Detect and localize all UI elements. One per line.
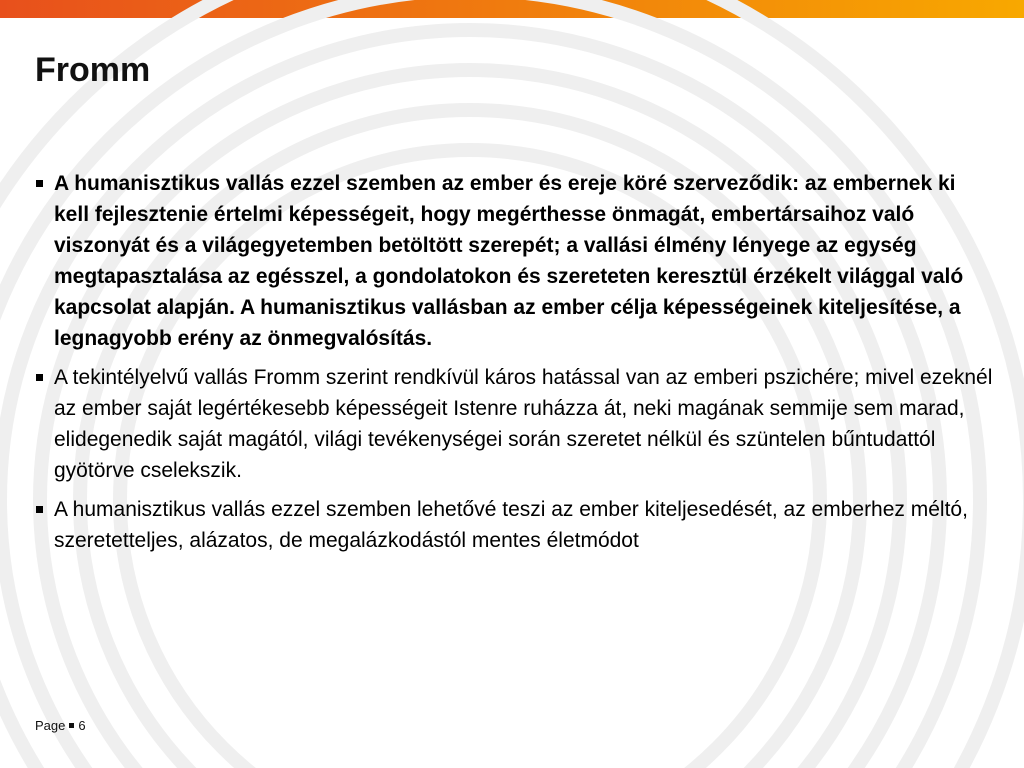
square-separator-icon xyxy=(69,723,74,728)
bullet-list xyxy=(34,168,994,564)
bullet-text: A tekintélyelvű vallás Fromm szerint rendkívül káros hatással van az emberi pszichére; mivel ezeknél az ember saját legértékesebb képességeit Istenre ruházza át, neki magának semmije sem marad, elidegenedik saját magától, világi tevékenységei során szeretet nélkül és szüntelen bűntudattól gyötörve cselekszik. xyxy=(54,366,993,482)
page-footer xyxy=(35,718,86,734)
bullet-item xyxy=(34,168,994,354)
bullet-item xyxy=(34,362,994,486)
bullet-text: A humanisztikus vallás ezzel szemben lehetővé teszi az ember kiteljesedését, az emberhez méltó, szeretetteljes, alázatos, de megalázkodástól mentes életmódot xyxy=(54,498,968,552)
bullet-text: A humanisztikus vallás ezzel szemben az ember és ereje köré szerveződik: az embernek ki kell fejlesztenie értelmi képességeit, hogy megérthesse önmagát, embertársaihoz való viszonyát és a világegyetemben betöltött szerepét; a vallási élmény lényege az egység megtapasztalása az egésszel, a gondolatokon és szereteten keresztül érzékelt világgal való kapcsolat alapján. A humanisztikus vallásban az ember célja képességeinek kiteljesítése, a legnagyobb erény az önmegvalósítás. xyxy=(54,172,964,350)
square-bullet-icon xyxy=(36,374,43,381)
square-bullet-icon xyxy=(36,506,43,513)
page-label: Page xyxy=(35,718,66,733)
page-number: 6 xyxy=(78,718,86,733)
bullet-item xyxy=(34,494,994,556)
square-bullet-icon xyxy=(36,180,43,187)
slide-title: Fromm xyxy=(35,51,151,89)
